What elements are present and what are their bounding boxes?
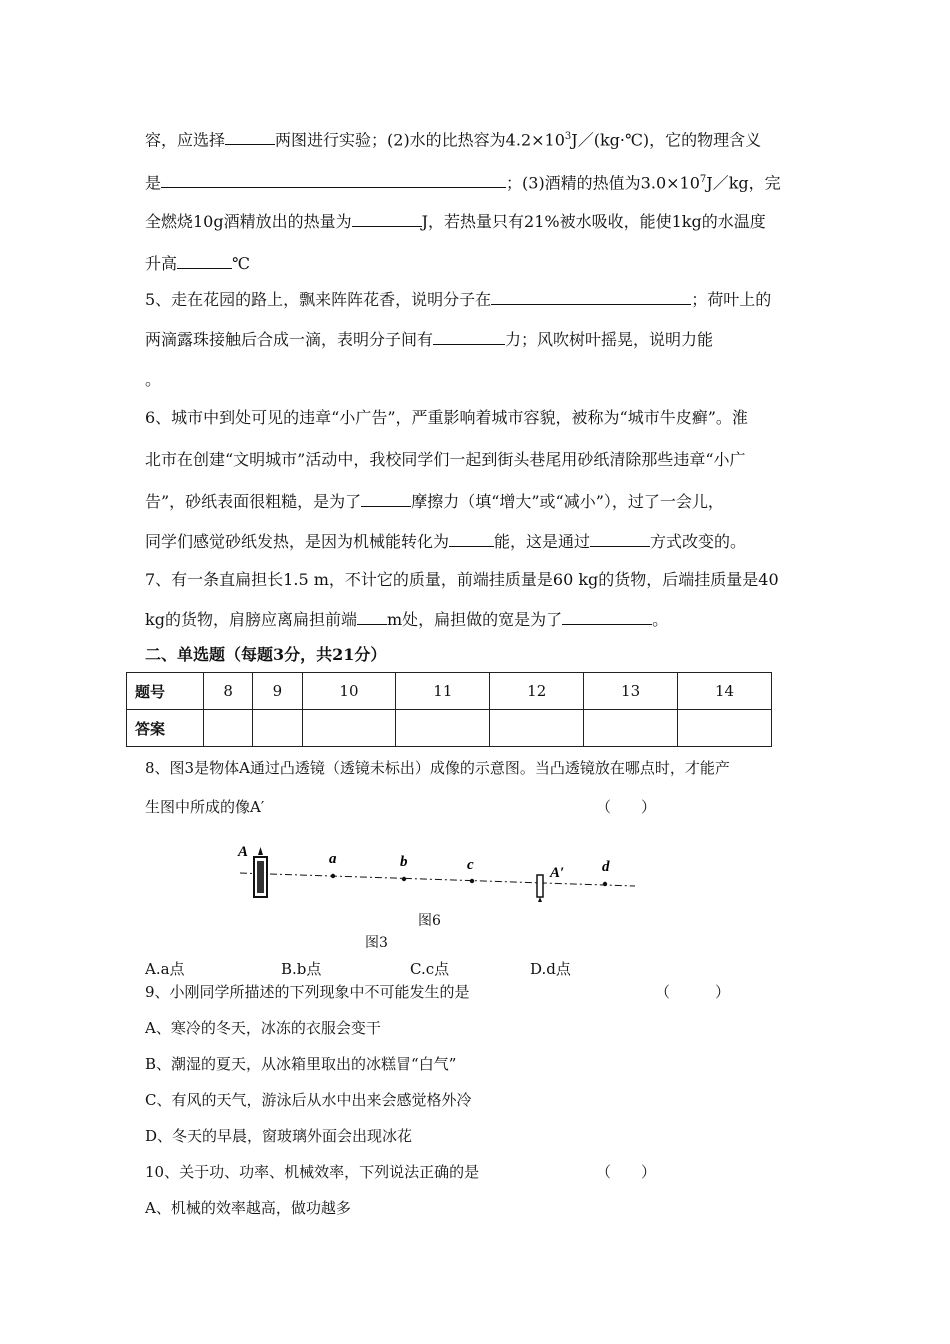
q9-option-d[interactable]: D、冬天的早晨，窗玻璃外面会出现冰花	[145, 1127, 413, 1145]
row-label: 题号	[127, 673, 204, 710]
option-d[interactable]: D.d点	[530, 960, 571, 978]
q7-text: m处，扁担做的宽是为了	[386, 610, 563, 629]
label-A: A	[238, 844, 249, 860]
principal-axis	[240, 873, 635, 886]
answer-table	[126, 672, 772, 747]
q4-line-1	[145, 127, 761, 150]
q10-stem: 10、关于功、功率、机械效率，下列说法正确的是	[145, 1163, 480, 1181]
q9-option-c[interactable]: C、有风的天气，游泳后从水中出来会感觉格外冷	[145, 1091, 472, 1109]
q4-text: ；(3)酒精的热值为3.0×10	[506, 173, 700, 193]
question-number: 8	[204, 673, 253, 710]
question-number: 12	[490, 673, 584, 710]
q5-text: 两滴露珠接触后合成一滴，表明分子间有	[145, 330, 434, 349]
q5-text: 5、走在花园的路上，飘来阵阵花香，说明分子在	[145, 290, 492, 309]
object-a-body	[257, 861, 264, 893]
label-b: b	[400, 854, 408, 870]
q6-text: 北市在创建“文明城市”活动中，我校同学们一起到街头巷尾用砂纸清除那些违章“小广	[145, 450, 746, 469]
figure-inner-caption: 图6	[418, 913, 441, 929]
q4-text: J／(kg·℃)，它的物理含义	[571, 130, 762, 150]
question-number: 9	[253, 673, 302, 710]
question-number: 10	[302, 673, 396, 710]
q4-text: 两图进行实验；(2)水的比热容为4.2×10	[275, 130, 565, 150]
q10-option-a[interactable]: A、机械的效率越高，做功越多	[145, 1199, 351, 1217]
figure-caption: 图3	[365, 935, 388, 951]
q4-text: 是	[145, 173, 162, 193]
answer-blank[interactable]	[449, 532, 494, 547]
q4-line-3	[145, 212, 766, 232]
q4-line-2	[145, 170, 781, 193]
q8-line-1	[145, 758, 730, 778]
label-c: c	[467, 857, 474, 873]
exponent: 3	[564, 131, 572, 142]
point-d	[603, 882, 607, 886]
q7-line-2	[145, 610, 668, 630]
q5-line-3	[145, 370, 161, 390]
label-A-prime: A′	[550, 865, 565, 881]
answer-blank[interactable]	[491, 290, 691, 305]
question-number: 11	[396, 673, 490, 710]
answer-cell[interactable]	[678, 710, 772, 747]
answer-cell[interactable]	[584, 710, 678, 747]
q9-paren: （ ）	[655, 983, 731, 1001]
q5-text: 力；风吹树叶摇晃，说明力能	[505, 330, 714, 349]
q4-text: ℃	[232, 254, 250, 273]
q4-text: 升高	[145, 254, 178, 273]
flame-icon	[258, 847, 263, 855]
q6-line-4	[145, 532, 746, 552]
question-number: 14	[678, 673, 772, 710]
q8-paren: （ ）	[596, 798, 657, 816]
point-c	[470, 879, 474, 883]
q4-text: 容，应选择	[145, 130, 226, 150]
q9-stem: 9、小刚同学所描述的下列现象中不可能发生的是	[145, 983, 470, 1001]
answer-blank[interactable]	[177, 254, 232, 269]
answer-blank[interactable]	[352, 212, 422, 227]
q6-text: 告”，砂纸表面很粗糙，是为了	[145, 492, 362, 511]
q6-line-2	[145, 450, 746, 470]
q7-text: kg的货物，肩膀应离扁担前端	[145, 610, 357, 629]
q6-line-1	[145, 408, 748, 428]
table-row	[127, 710, 772, 747]
q6-text: 6、城市中到处可见的违章“小广告”，严重影响着城市容貌，被称为“城市牛皮癣”。淮	[145, 408, 748, 427]
answer-blank[interactable]	[161, 173, 506, 188]
q5-line-1	[145, 290, 771, 310]
q10-paren: （ ）	[596, 1163, 657, 1181]
q4-text: 全燃烧10g酒精放出的热量为	[145, 212, 352, 231]
answer-cell[interactable]	[490, 710, 584, 747]
option-b[interactable]: B.b点	[281, 960, 322, 978]
q6-text: 摩擦力（填“增大”或“减小”），过了一会儿，	[411, 492, 724, 511]
label-a: a	[329, 851, 337, 867]
question-number: 13	[584, 673, 678, 710]
q4-line-4	[145, 254, 250, 274]
table-row	[127, 673, 772, 710]
option-a[interactable]: A.a点	[145, 960, 185, 978]
q4-text: J／kg，完	[706, 173, 781, 193]
option-c[interactable]: C.c点	[410, 960, 450, 978]
q6-text: 方式改变的。	[650, 532, 747, 551]
answer-blank[interactable]	[357, 610, 387, 625]
q8-text: 8、图3是物体A通过凸透镜（透镜未标出）成像的示意图。当凸透镜放在哪点时，才能产	[145, 759, 730, 777]
q8-text: 生图中所成的像A′	[145, 798, 265, 816]
answer-cell[interactable]	[302, 710, 396, 747]
q6-text: 能，这是通过	[494, 532, 591, 551]
q7-line-1	[145, 570, 779, 590]
answer-cell[interactable]	[396, 710, 490, 747]
answer-cell[interactable]	[253, 710, 302, 747]
answer-blank[interactable]	[562, 610, 652, 625]
point-a	[331, 874, 335, 878]
image-a-prime-icon	[537, 875, 543, 897]
row-label: 答案	[127, 710, 204, 747]
answer-blank[interactable]	[361, 492, 411, 507]
answer-blank[interactable]	[225, 130, 275, 145]
q7-text: 。	[652, 610, 669, 629]
answer-cell[interactable]	[204, 710, 253, 747]
q8-line-2	[145, 797, 264, 817]
q5-line-2	[145, 330, 713, 350]
label-d: d	[602, 859, 610, 875]
q5-text: ；荷叶上的	[691, 290, 772, 309]
q5-text: 。	[145, 370, 162, 389]
answer-blank[interactable]	[590, 532, 650, 547]
exponent: 7	[699, 174, 707, 185]
q4-text: J，若热量只有21%被水吸收，能使1kg的水温度	[421, 212, 766, 231]
q6-text: 同学们感觉砂纸发热，是因为机械能转化为	[145, 532, 450, 551]
q9-option-a[interactable]: A、寒冷的冬天，冰冻的衣服会变干	[145, 1019, 381, 1037]
q6-line-3	[145, 492, 724, 512]
point-b	[402, 877, 406, 881]
q7-text: 7、有一条直扁担长1.5 m，不计它的质量，前端挂质量是60 kg的货物，后端挂质量是40	[145, 570, 779, 589]
q9-option-b[interactable]: B、潮湿的夏天，从冰箱里取出的冰糕冒“白气”	[145, 1055, 457, 1073]
section-title: 二、单选题（每题3分，共21分）	[145, 645, 387, 664]
answer-blank[interactable]	[433, 330, 505, 345]
